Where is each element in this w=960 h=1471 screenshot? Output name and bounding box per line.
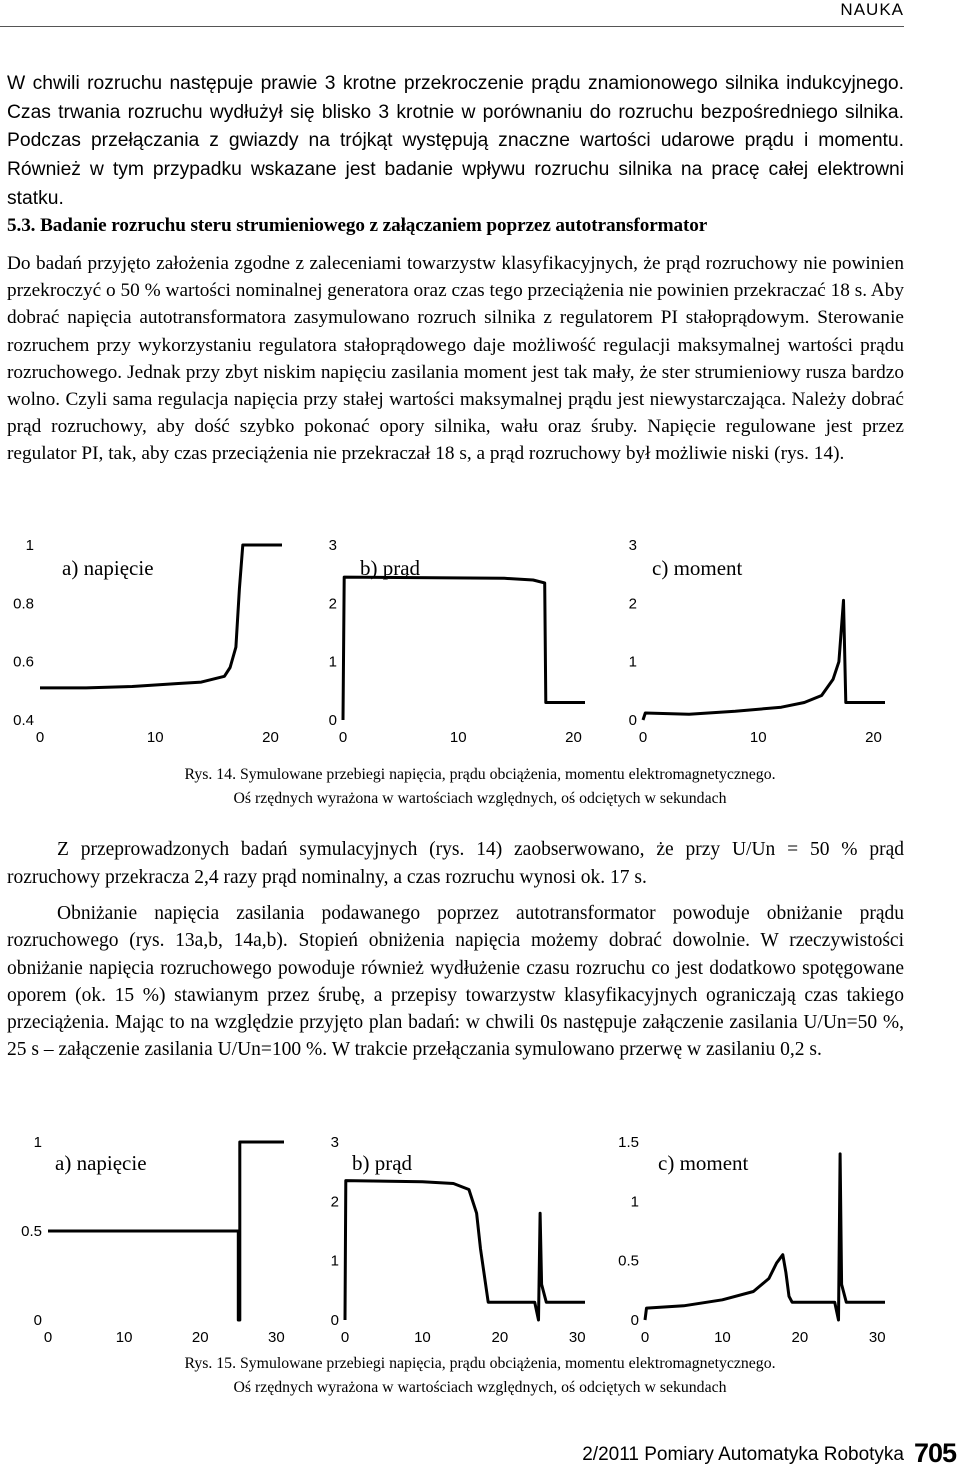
- x-tick-label: 0: [640, 1329, 650, 1346]
- x-tick-label: 20: [565, 729, 582, 746]
- y-tick-label: 3: [328, 537, 337, 554]
- y-tick-label: 2: [328, 595, 337, 613]
- x-tick-label: 10: [146, 729, 164, 746]
- chart-14c-torque: [629, 537, 885, 746]
- x-tick-label: 20: [191, 1329, 209, 1346]
- section-tag: NAUKA: [840, 0, 904, 19]
- figure-14: [0, 530, 960, 760]
- x-tick-label: 0: [638, 729, 648, 746]
- chart-title: c) moment: [652, 556, 743, 580]
- y-tick-label: 2: [330, 1193, 339, 1211]
- chart-title: c) moment: [658, 1151, 749, 1175]
- caption-14-line-2: Oś rzędnych wyrażona w wartościach względnych, oś odciętych w sekundach: [233, 790, 727, 807]
- x-tick-label: 30: [868, 1329, 886, 1346]
- series-line: [645, 1154, 885, 1320]
- x-tick-label: 0: [35, 729, 45, 746]
- x-tick-label: 0: [338, 729, 348, 746]
- y-tick-label: 1: [628, 653, 637, 671]
- chart-14b-current: [329, 537, 585, 746]
- caption-15-line-2: Oś rzędnych wyrażona w wartościach względnych, oś odciętych w sekundach: [233, 1379, 727, 1396]
- x-tick-label: 10: [449, 729, 467, 746]
- x-tick-label: 20: [491, 1329, 509, 1346]
- caption-15-line-1: Rys. 15. Symulowane przebiegi napięcia, prądu obciążenia, momentu elektromagnetycznego.: [184, 1355, 776, 1372]
- y-tick-label: 3: [628, 537, 637, 554]
- x-tick-label: 20: [262, 729, 279, 746]
- chart-title: a) napięcie: [62, 556, 154, 580]
- chart-title: a) napięcie: [55, 1151, 147, 1175]
- chart-15b-current: [331, 1134, 586, 1346]
- x-tick-label: 10: [714, 1329, 731, 1346]
- paragraph-2: Do badań przyjęto założenia zgodne z zaleceniami towarzystw klasyfikacyjnych, że prąd rozruchowy nie powinien przekroczyć o 50 % wartości nominalnej generatora oraz czas tego przeciążenia nie powinien przekraczać 18 s. Aby dobrać napięcia autotransformatora zasymulowano rozruch silnika z regulatorem PI stałoprądowym. Sterowanie rozruchem przy wykorzystaniu regulatora stałoprądowego daje możliwość regulacji maksymalnej wartości prądu rozruchowego. Jednak przy zbyt niskim napięciu zasilania moment jest tak mały, że ster strumieniowy rusza bardzo wolno. Czyli sama regulacja napięcia przy stałej wartości maksymalnej prądu jest niewystarczająca. Należy dobrać prąd rozruchowy, aby dość szybko pokonać opory silnika, wału oraz śruby. Napięcie regulowane jest przez regulator PI, tak, aby czas przeciążenia nie przekraczał 18 s, a prąd rozruchowy był możliwie niski (rys. 14).: [7, 253, 904, 465]
- y-tick-label: 1: [25, 537, 34, 554]
- y-tick-label: 1: [630, 1193, 639, 1211]
- y-tick-label: 0: [328, 712, 337, 729]
- y-tick-label: 0: [628, 712, 637, 729]
- x-tick-label: 10: [749, 729, 767, 746]
- y-tick-label: 1: [330, 1252, 339, 1270]
- y-tick-label: 0.6: [13, 653, 34, 671]
- y-tick-label: 0.4: [13, 712, 34, 729]
- paragraph-3: Z przeprowadzonych badań symulacyjnych (rys. 14) zaobserwowano, że przy U/Un = 50 % prąd rozruchowy przekracza 2,4 razy prąd nominalny, a czas rozruchu wynosi ok. 17 s.: [7, 839, 904, 888]
- y-tick-label: 0: [630, 1312, 639, 1329]
- series-line: [343, 577, 585, 720]
- x-tick-label: 20: [791, 1329, 809, 1346]
- x-tick-label: 20: [865, 729, 882, 746]
- chart-15c-torque: [618, 1134, 885, 1346]
- y-tick-label: 1: [33, 1134, 42, 1151]
- paragraph-1: W chwili rozruchu następuje prawie 3 krotne przekroczenie prądu znamionowego silnika indukcyjnego. Czas trwania rozruchu wydłużył się blisko 3 krotnie w porównaniu do rozruchu bezpośredniego silnika. Podczas przełączania z gwiazdy na trójkąt występują znaczne wartości udarowe prądu i momentu. Również w tym przypadku wskazane jest badanie wpływu rozruchu silnika na pracę całej elektrowni statku.: [7, 73, 904, 209]
- y-tick-label: 0: [330, 1312, 339, 1329]
- figure-15: [0, 1130, 960, 1355]
- chart-title: b) prąd: [360, 556, 421, 580]
- caption-14-line-1: Rys. 14. Symulowane przebiegi napięcia, prądu obciążenia, momentu elektromagnetycznego.: [184, 766, 776, 783]
- x-tick-label: 0: [43, 1329, 53, 1346]
- y-tick-label: 1.5: [618, 1134, 639, 1151]
- x-tick-label: 30: [568, 1329, 586, 1346]
- top-rule: [0, 26, 904, 27]
- caption-figure-15: [0, 1352, 960, 1400]
- y-tick-label: 2: [628, 595, 637, 613]
- page-number: 705: [913, 1438, 956, 1468]
- x-tick-label: 30: [268, 1329, 285, 1346]
- series-line: [345, 1181, 585, 1320]
- section-heading: 5.3. Badanie rozruchu steru strumieniowego z załączaniem poprzez autotransformator: [7, 215, 708, 236]
- y-tick-label: 0.8: [13, 595, 34, 613]
- y-tick-label: 1: [328, 653, 337, 671]
- chart-14a-voltage: [13, 537, 282, 746]
- caption-figure-14: [0, 763, 960, 811]
- x-tick-label: 10: [414, 1329, 431, 1346]
- x-tick-label: 10: [115, 1329, 133, 1346]
- series-line: [643, 600, 885, 720]
- y-tick-label: 0.5: [618, 1252, 639, 1270]
- footer-journal: 2/2011 Pomiary Automatyka Robotyka: [582, 1444, 904, 1465]
- y-tick-label: 0: [33, 1312, 42, 1329]
- chart-15a-voltage: [21, 1134, 285, 1346]
- paragraph-4: Obniżanie napięcia zasilania podawanego poprzez autotransformator powoduje obniżanie prądu rozruchowego (rys. 13a,b, 14a,b). Stopień obniżenia napięcia możemy dobrać dowolnie. W rzeczywistości obniżanie napięcia rozruchowego powoduje również wydłużenie czasu rozruchu co jest dodatkowo spotęgowane oporem (ok. 15 %) stawianym przez śrubę, a przepisy towarzystw klasyfikacyjnych ograniczają czas takiego przeciążenia. Mając to na względzie przyjęto plan badań: w chwili 0s następuje załączenie zasilania U/Un=50 %, 25 s – załączenie zasilania U/Un=100 %. W trakcie przełączania symulowano przerwę w zasilaniu 0,2 s.: [7, 903, 904, 1061]
- x-tick-label: 0: [340, 1329, 350, 1346]
- y-tick-label: 0.5: [21, 1223, 42, 1240]
- y-tick-label: 3: [330, 1134, 339, 1151]
- chart-title: b) prąd: [352, 1151, 413, 1175]
